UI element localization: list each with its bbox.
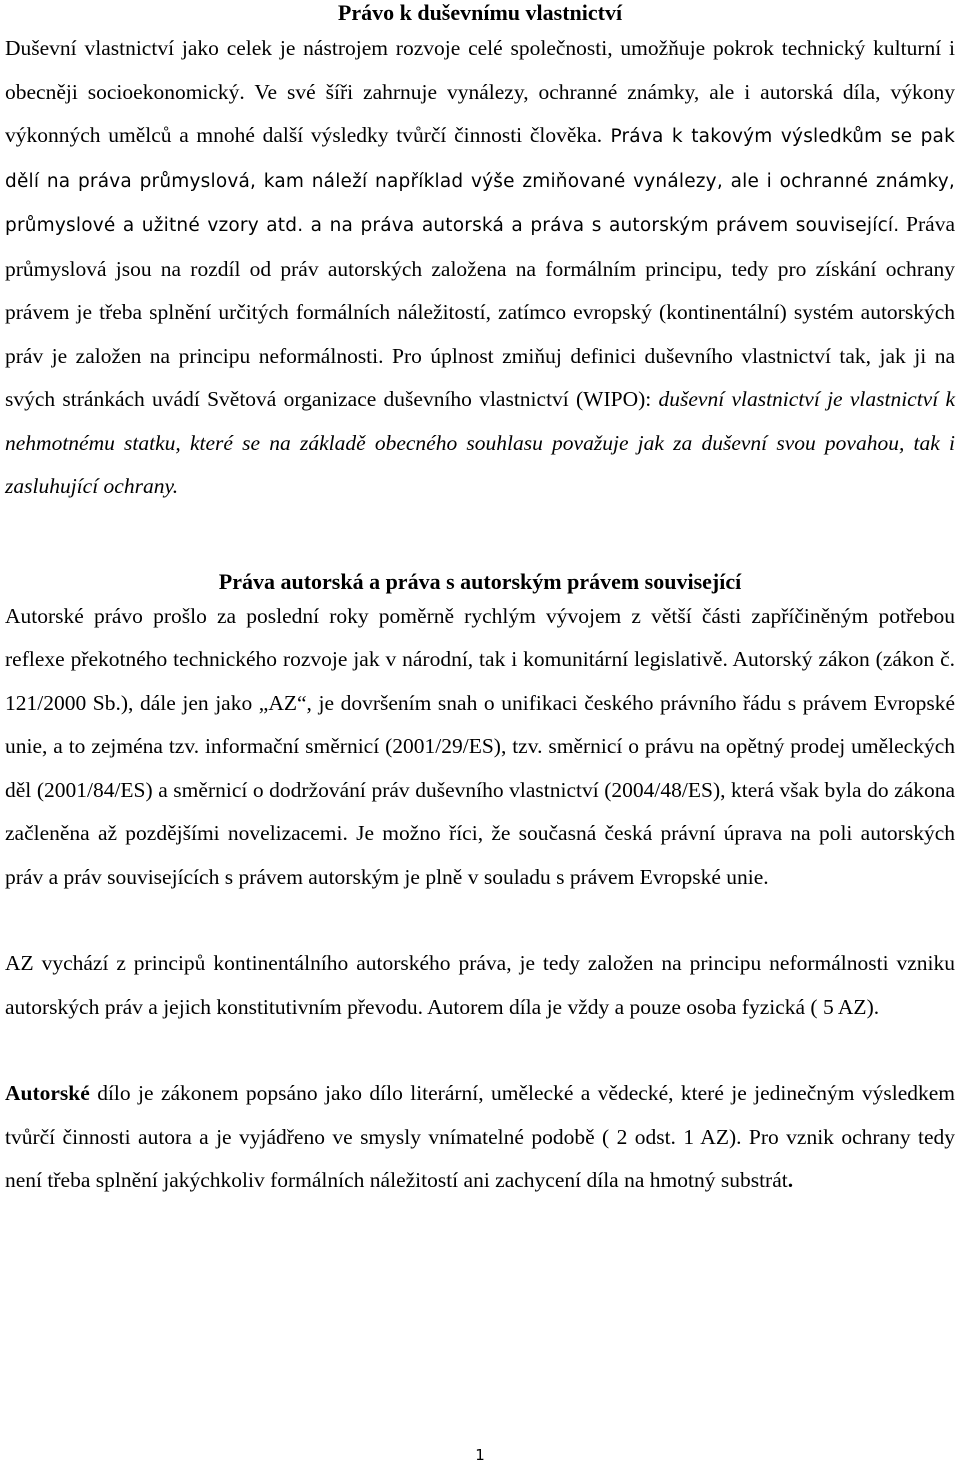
wipo-definition: duševní vlastnictví je vlastnictví k nehmotnému statku, které se na základě obecného souhlasu považuje jak za duševní svou povahou, tak i zasluhující ochrany. xyxy=(5,387,955,498)
paragraph-work-definition xyxy=(5,1072,955,1203)
text-run: Práva průmyslová jsou na rozdíl od práv autorských založena na formálním principu, tedy pro získání ochrany právem je třeba splnění určitých formálních náležitostí, zatímco evropský (kontinentální) systém autorských práv je založen na principu neformálnosti. xyxy=(5,212,956,368)
text-run: dílo je zákonem popsáno jako dílo literární, umělecké a vědecké, které je jedinečným výsledkem tvůrčí činnosti autora a je vyjádřeno ve smysly vnímatelné podobě ( 2 odst. 1 AZ). xyxy=(5,1081,955,1149)
heading-intellectual-property: Právo k duševnímu vlastnictví xyxy=(337,0,623,25)
page-number: 1 xyxy=(475,1446,485,1464)
paragraph-az-principles: AZ vychází z principů kontinentálního autorského práva, je tedy založen na principu neformálnosti vzniku autorských práv a jejich konstitutivním převodu. Autorem díla je vždy a pouze osoba fyzická ( 5 AZ). xyxy=(5,951,955,1019)
text-run: Pro úplnost zmiňuj definici duševního vlastnictví tak, jak ji na svých stránkách uvádí Světová organizace duševního vlastnictví (WIPO): xyxy=(5,343,955,411)
heading-copyright: Práva autorská a práva s autorským právem související xyxy=(218,568,742,594)
paragraph-copyright-development: Autorské právo prošlo za poslední roky poměrně rychlým vývojem z větší části zapříčiněným potřebou reflexe překotného technického rozvoje jak v národní, tak i komunitární legislativě. Autorský zákon (zákon č. 121/2000 Sb.), dále jen jako „AZ“, je dovršením snah o unifikaci českého právního řádu s právem Evropské unie, a to zejména tzv. informační směrnicí (2001/29/ES), tzv. směrnicí o právu na opětný prodej uměleckých děl (2001/84/ES) a směrnicí o dodržování práv duševního vlastnictví (2004/48/ES), která však byla do zákona začleněna až pozdějšími novelizacemi. Je možno říci, že současná česká právní úprava na poli autorských práv a práv souvisejících s právem autorským je plně v souladu s právem Evropské unie. xyxy=(5,603,955,889)
paragraph-intellectual-property xyxy=(5,27,955,509)
text-run: Pro vznik ochrany tedy není třeba splnění jakýchkoliv formálních náležitostí ani zachycení díla na hmotný substrát xyxy=(5,1124,955,1192)
text-run: Duševní vlastnictví jako celek je nástrojem rozvoje celé společnosti, umožňuje pokrok technický kulturní i obecněji socioekonomický. Ve své šíři zahrnuje vynálezy, ochranné známky, ale i autorská díla, výkony výkonných umělců a mnohé další výsledky tvůrčí činnosti člověka. xyxy=(5,36,955,147)
document-page xyxy=(5,0,955,1203)
bold-term: Autorské xyxy=(5,1081,90,1105)
text-run: . xyxy=(787,1168,794,1192)
text-run: Práva k takovým výsledkům se pak dělí na práva průmyslová, kam náleží například výše zmiňované vynálezy, ale i ochranné známky, průmyslové a užitné vzory atd. a na práva autorská a práva s autorským právem související. xyxy=(5,126,955,236)
